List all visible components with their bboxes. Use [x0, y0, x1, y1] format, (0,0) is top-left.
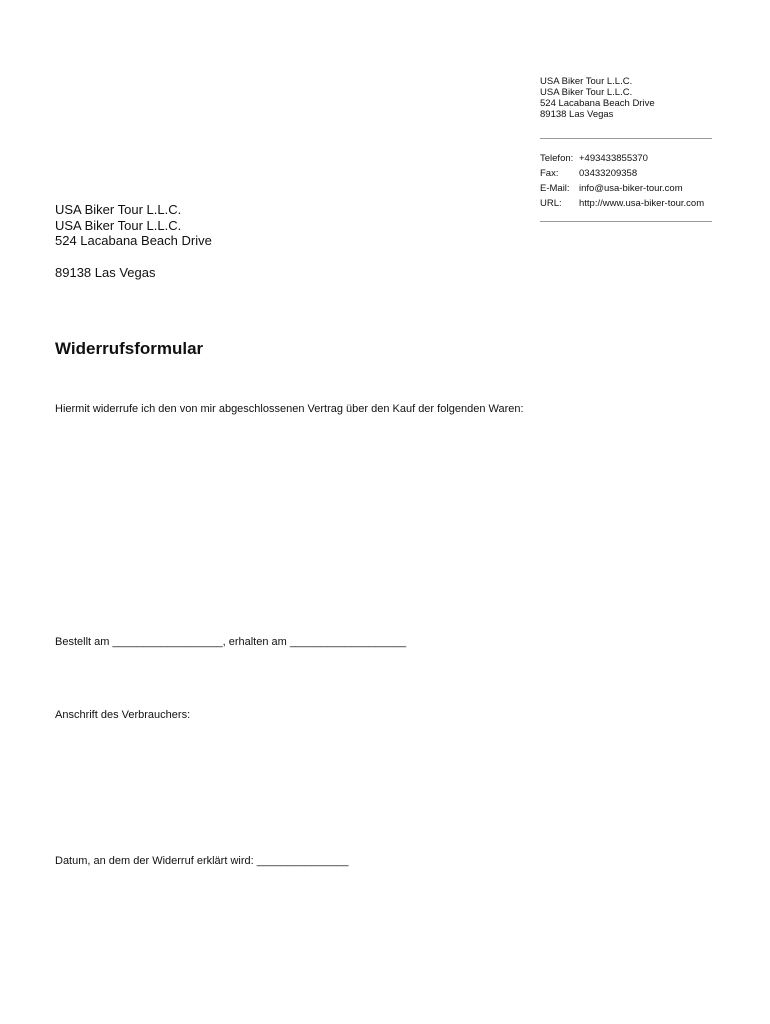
phone-label: Telefon: [540, 153, 574, 164]
email-value: info@usa-biker-tour.com [579, 183, 683, 194]
sender-line: USA Biker Tour L.L.C. [540, 87, 633, 98]
sender-line: 89138 Las Vegas [540, 109, 614, 120]
contact-details [540, 151, 704, 211]
sender-address-block [540, 76, 715, 120]
contact-row-fax [540, 166, 704, 181]
fax-value: 03433209358 [579, 168, 638, 179]
recipient-city: 89138 Las Vegas [55, 264, 156, 280]
consumer-address-label: Anschrift des Verbrauchers: [55, 709, 191, 721]
fax-label: Fax: [540, 168, 559, 179]
divider-bottom [540, 221, 712, 222]
recipient-name: USA Biker Tour L.L.C. [55, 202, 182, 217]
recipient-name: USA Biker Tour L.L.C. [55, 217, 182, 233]
contact-row-phone [540, 151, 704, 166]
contact-row-email [540, 181, 704, 196]
sender-line: USA Biker Tour L.L.C. [540, 76, 633, 87]
recipient-street: 524 Lacabana Beach Drive [55, 233, 212, 248]
divider-top [540, 138, 712, 139]
sender-line: 524 Lacabana Beach Drive [540, 98, 655, 109]
phone-value: +493433855370 [579, 153, 648, 164]
document-title: Widerrufsformular [55, 339, 204, 358]
order-dates-line: Bestellt am __________________, erhalten am ___________________ [55, 636, 407, 648]
url-label: URL: [540, 198, 562, 209]
declaration-date-line: Datum, an dem der Widerruf erklärt wird: _______________ [55, 855, 349, 867]
url-value: http://www.usa-biker-tour.com [579, 198, 705, 209]
email-label: E-Mail: [540, 183, 570, 194]
withdrawal-statement: Hiermit widerrufe ich den von mir abgeschlossenen Vertrag über den Kauf der folgenden Waren: [55, 403, 524, 415]
contact-row-url [540, 196, 704, 211]
recipient-address [55, 202, 212, 280]
